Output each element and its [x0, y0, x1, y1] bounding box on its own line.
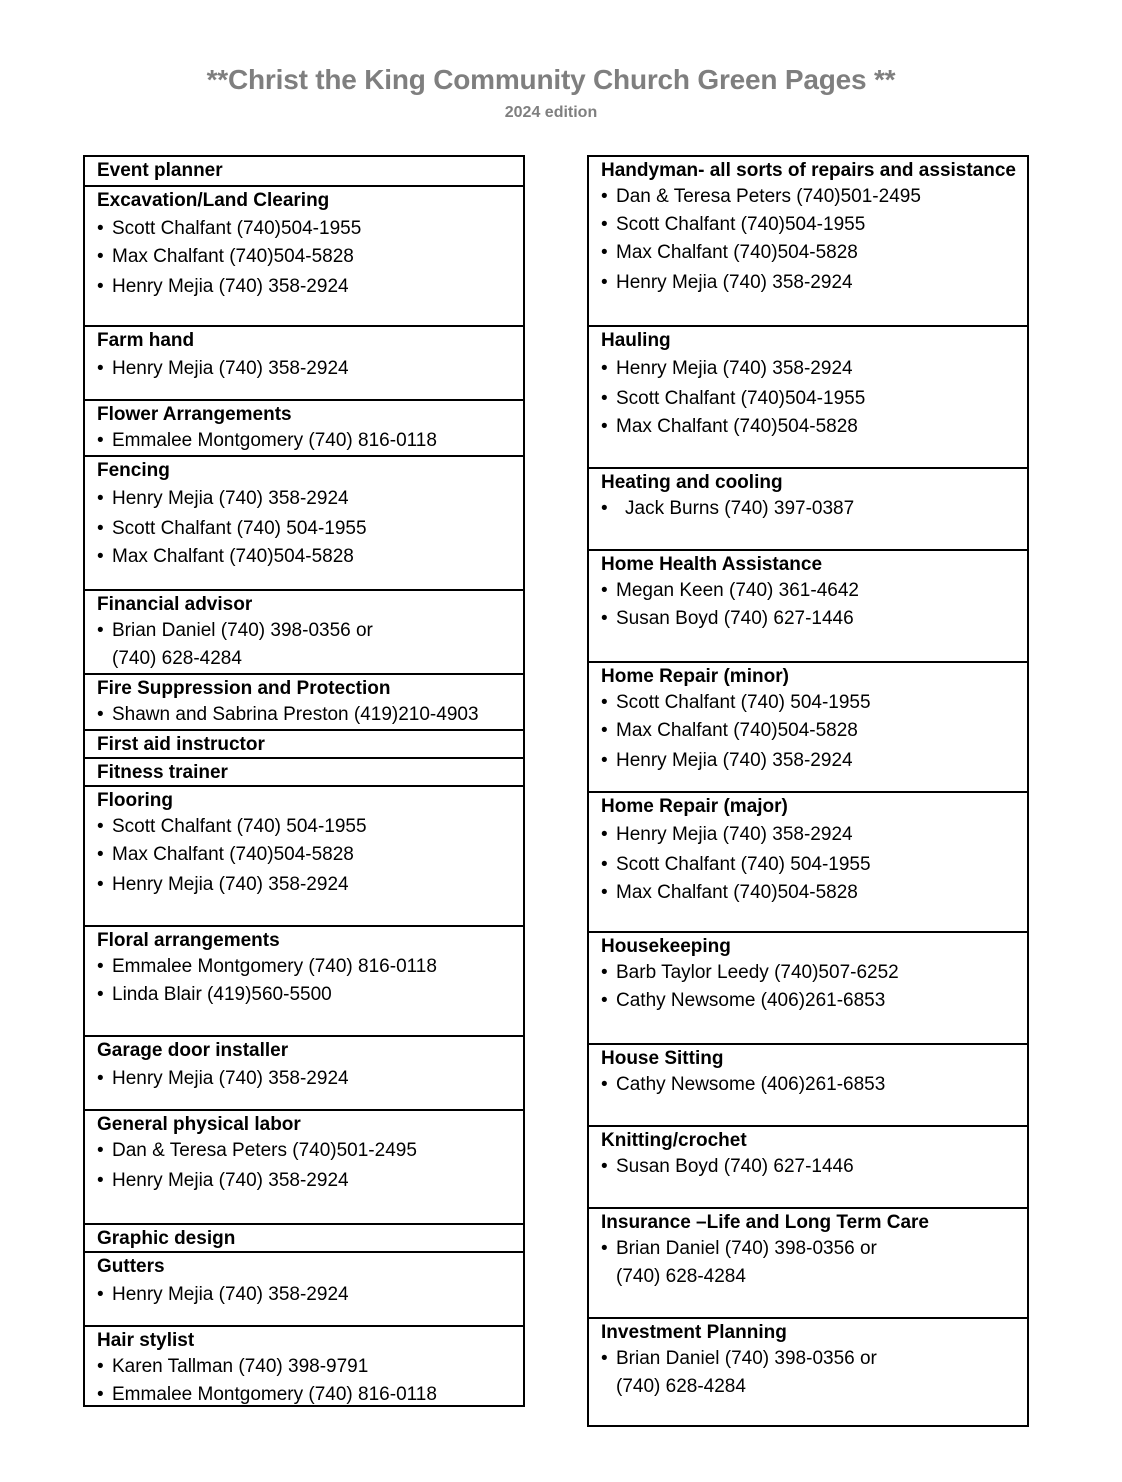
contact-text: Shawn and Sabrina Preston (419)210-4903 [112, 704, 479, 725]
category-section [589, 661, 1027, 791]
page-title: **Christ the King Community Church Green Pages ** [206, 64, 896, 95]
directory-column-left [83, 155, 525, 1407]
bullet-icon: • [601, 1074, 608, 1095]
contact-text: Scott Chalfant (740) 504-1955 [112, 816, 367, 837]
bullet-icon: • [97, 1140, 104, 1161]
category-section [85, 757, 523, 785]
category-heading: Flooring [97, 790, 173, 811]
contact-text: Scott Chalfant (740) 504-1955 [616, 692, 871, 713]
category-section [85, 673, 523, 729]
contact-text: Megan Keen (740) 361-4642 [616, 580, 859, 601]
contact-text: Max Chalfant (740)504-5828 [112, 844, 354, 865]
category-heading: Investment Planning [601, 1322, 787, 1343]
contact-text: Max Chalfant (740)504-5828 [616, 416, 858, 437]
contact-entry [616, 1375, 746, 1399]
contact-entry [601, 1073, 885, 1097]
contact-entry [97, 217, 361, 241]
contact-entry [601, 881, 858, 905]
contact-text: Jack Burns (740) 397-0387 [625, 498, 855, 519]
category-heading: Knitting/crochet [601, 1130, 747, 1151]
contact-entry [601, 607, 854, 631]
contact-entry [601, 719, 858, 743]
contact-text: Henry Mejia (740) 358-2924 [616, 358, 853, 379]
bullet-icon: • [97, 1384, 104, 1405]
contact-text: Cathy Newsome (406)261-6853 [616, 1074, 886, 1095]
category-heading: Insurance –Life and Long Term Care [601, 1212, 930, 1233]
bullet-icon: • [601, 854, 608, 875]
category-section [589, 931, 1027, 1043]
bullet-icon: • [97, 844, 104, 865]
contact-entry [97, 843, 354, 867]
contact-entry [601, 989, 885, 1013]
contact-text: Scott Chalfant (740) 504-1955 [616, 854, 871, 875]
bullet-icon: • [97, 1284, 104, 1305]
contact-entry [97, 983, 332, 1007]
directory-column-right [587, 155, 1029, 1427]
category-section [85, 785, 523, 925]
category-section [85, 455, 523, 589]
contact-entry [601, 213, 865, 237]
category-section [589, 1207, 1027, 1317]
contact-text: Karen Tallman (740) 398-9791 [112, 1356, 369, 1377]
contact-text: (740) 628-4284 [616, 1266, 746, 1287]
category-heading: Farm hand [97, 330, 195, 351]
contact-entry [601, 357, 853, 381]
contact-text: Susan Boyd (740) 627-1446 [616, 608, 854, 629]
category-heading: Fire Suppression and Protection [97, 678, 391, 699]
bullet-icon: • [97, 546, 104, 567]
category-heading: First aid instructor [97, 734, 265, 755]
category-heading: Event planner [97, 160, 223, 181]
bullet-icon: • [97, 874, 104, 895]
contact-text: Max Chalfant (740)504-5828 [616, 882, 858, 903]
bullet-icon: • [601, 388, 608, 409]
contact-entry [601, 1155, 854, 1179]
category-heading: Handyman- all sorts of repairs and assistance [601, 160, 1016, 181]
bullet-icon: • [97, 984, 104, 1005]
contact-text: Henry Mejia (740) 358-2924 [112, 1068, 349, 1089]
contact-entry [601, 961, 899, 985]
category-heading: Financial advisor [97, 594, 253, 615]
bullet-icon: • [97, 430, 104, 451]
category-heading: House Sitting [601, 1048, 724, 1069]
category-section [589, 1125, 1027, 1207]
contact-entry [97, 1383, 437, 1405]
contact-entry [97, 619, 373, 643]
category-heading: Home Health Assistance [601, 554, 823, 575]
bullet-icon: • [601, 608, 608, 629]
category-section [589, 791, 1027, 931]
contact-entry [97, 275, 349, 299]
bullet-icon: • [97, 276, 104, 297]
contact-text: Brian Daniel (740) 398-0356 or [616, 1238, 877, 1259]
bullet-icon: • [601, 416, 608, 437]
bullet-icon: • [601, 990, 608, 1011]
category-section [85, 589, 523, 673]
contact-entry [97, 1283, 349, 1307]
bullet-icon: • [97, 246, 104, 267]
contact-entry [97, 1139, 417, 1163]
category-heading: General physical labor [97, 1114, 301, 1135]
category-section [589, 1043, 1027, 1125]
contact-entry [112, 647, 242, 671]
category-section [589, 1317, 1027, 1425]
bullet-icon: • [601, 962, 608, 983]
contact-text: Henry Mejia (740) 358-2924 [112, 1284, 349, 1305]
contact-text: Scott Chalfant (740)504-1955 [112, 218, 362, 239]
category-section [85, 399, 523, 455]
category-section [589, 549, 1027, 661]
contact-entry [601, 241, 858, 265]
category-heading: Flower Arrangements [97, 404, 292, 425]
category-heading: Fitness trainer [97, 762, 228, 783]
contact-text: Brian Daniel (740) 398-0356 or [616, 1348, 877, 1369]
category-section [85, 1109, 523, 1223]
bullet-icon: • [601, 186, 608, 207]
category-section [85, 185, 523, 325]
bullet-icon: • [601, 498, 608, 519]
category-section [85, 1251, 523, 1325]
contact-text: Barb Taylor Leedy (740)507-6252 [616, 962, 899, 983]
contact-text: Max Chalfant (740)504-5828 [112, 546, 354, 567]
bullet-icon: • [97, 1068, 104, 1089]
category-heading: Hauling [601, 330, 671, 351]
bullet-icon: • [601, 692, 608, 713]
contact-text: Henry Mejia (740) 358-2924 [112, 488, 349, 509]
contact-entry [97, 1067, 349, 1091]
contact-text: Max Chalfant (740)504-5828 [616, 720, 858, 741]
category-heading: Gutters [97, 1256, 165, 1277]
category-section [85, 1223, 523, 1251]
bullet-icon: • [601, 214, 608, 235]
bullet-icon: • [97, 704, 104, 725]
contact-text: Max Chalfant (740)504-5828 [616, 242, 858, 263]
contact-text: Dan & Teresa Peters (740)501-2495 [616, 186, 921, 207]
contact-entry [97, 703, 479, 727]
bullet-icon: • [601, 242, 608, 263]
page-subtitle: 2024 edition [504, 104, 598, 121]
contact-entry [97, 1355, 368, 1379]
category-heading: Hair stylist [97, 1330, 195, 1351]
contact-entry [601, 497, 854, 521]
contact-entry [97, 873, 349, 897]
contact-text: Henry Mejia (740) 358-2924 [112, 874, 349, 895]
contact-entry [97, 1169, 349, 1193]
contact-text: Emmalee Montgomery (740) 816-0118 [112, 1384, 437, 1405]
bullet-icon: • [601, 272, 608, 293]
contact-entry [97, 517, 367, 541]
contact-text: Linda Blair (419)560-5500 [112, 984, 332, 1005]
contact-text: Cathy Newsome (406)261-6853 [616, 990, 886, 1011]
bullet-icon: • [601, 882, 608, 903]
category-heading: Graphic design [97, 1228, 236, 1249]
contact-text: Emmalee Montgomery (740) 816-0118 [112, 956, 437, 977]
bullet-icon: • [97, 620, 104, 641]
contact-text: Scott Chalfant (740) 504-1955 [112, 518, 367, 539]
category-section [85, 729, 523, 757]
bullet-icon: • [97, 816, 104, 837]
contact-entry [601, 271, 853, 295]
contact-entry [601, 691, 871, 715]
bullet-icon: • [601, 824, 608, 845]
category-section [85, 157, 523, 185]
contact-text: Henry Mejia (740) 358-2924 [112, 1170, 349, 1191]
category-heading: Home Repair (minor) [601, 666, 789, 687]
category-heading: Floral arrangements [97, 930, 280, 951]
category-heading: Housekeeping [601, 936, 731, 957]
contact-text: Max Chalfant (740)504-5828 [112, 246, 354, 267]
category-heading: Heating and cooling [601, 472, 783, 493]
contact-text: Henry Mejia (740) 358-2924 [616, 750, 853, 771]
contact-text: Susan Boyd (740) 627-1446 [616, 1156, 854, 1177]
contact-entry [616, 1265, 746, 1289]
bullet-icon: • [601, 1348, 608, 1369]
category-heading: Fencing [97, 460, 170, 481]
bullet-icon: • [97, 1170, 104, 1191]
category-heading: Excavation/Land Clearing [97, 190, 330, 211]
category-section [85, 925, 523, 1035]
contact-entry [97, 815, 367, 839]
contact-entry [601, 387, 865, 411]
category-section [85, 1035, 523, 1109]
bullet-icon: • [601, 1238, 608, 1259]
bullet-icon: • [601, 580, 608, 601]
category-heading: Garage door installer [97, 1040, 289, 1061]
bullet-icon: • [97, 1356, 104, 1377]
bullet-icon: • [601, 720, 608, 741]
bullet-icon: • [601, 358, 608, 379]
bullet-icon: • [97, 518, 104, 539]
bullet-icon: • [97, 218, 104, 239]
contact-text: Henry Mejia (740) 358-2924 [112, 358, 349, 379]
category-section [85, 1325, 523, 1405]
bullet-icon: • [97, 488, 104, 509]
contact-entry [601, 579, 859, 603]
category-section [589, 325, 1027, 467]
contact-entry [601, 823, 853, 847]
contact-text: Emmalee Montgomery (740) 816-0118 [112, 430, 437, 451]
contact-entry [97, 955, 437, 979]
contact-text: Henry Mejia (740) 358-2924 [616, 272, 853, 293]
contact-entry [601, 1237, 877, 1261]
contact-text: (740) 628-4284 [112, 648, 242, 669]
contact-entry [97, 429, 437, 453]
contact-text: Scott Chalfant (740)504-1955 [616, 388, 866, 409]
contact-text: Scott Chalfant (740)504-1955 [616, 214, 866, 235]
contact-entry [97, 487, 349, 511]
contact-text: Brian Daniel (740) 398-0356 or [112, 620, 373, 641]
bullet-icon: • [601, 1156, 608, 1177]
contact-text: Henry Mejia (740) 358-2924 [616, 824, 853, 845]
category-section [589, 157, 1027, 325]
category-heading: Home Repair (major) [601, 796, 788, 817]
contact-entry [601, 749, 853, 773]
contact-entry [601, 1347, 877, 1371]
contact-text: Dan & Teresa Peters (740)501-2495 [112, 1140, 417, 1161]
contact-entry [97, 245, 354, 269]
contact-text: Henry Mejia (740) 358-2924 [112, 276, 349, 297]
category-section [85, 325, 523, 399]
bullet-icon: • [97, 358, 104, 379]
contact-entry [97, 357, 349, 381]
contact-entry [601, 185, 921, 209]
bullet-icon: • [601, 750, 608, 771]
contact-entry [601, 853, 871, 877]
category-section [589, 467, 1027, 549]
bullet-icon: • [97, 956, 104, 977]
contact-entry [601, 415, 858, 439]
contact-entry [97, 545, 354, 569]
contact-text: (740) 628-4284 [616, 1376, 746, 1397]
